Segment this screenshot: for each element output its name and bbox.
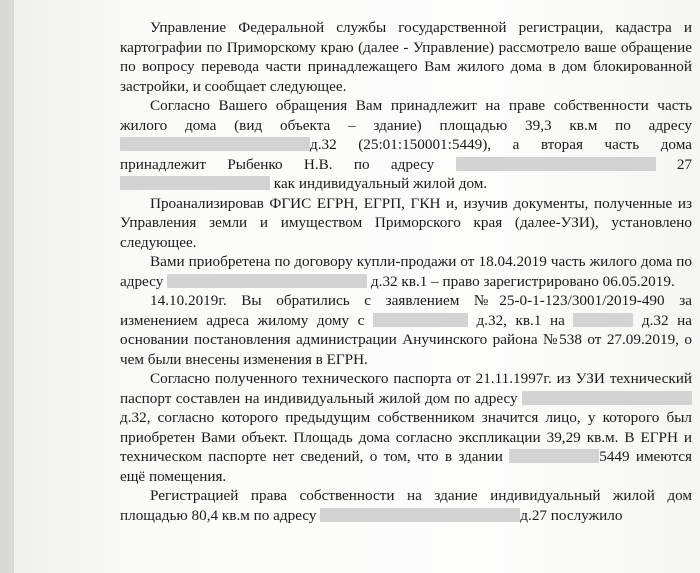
paragraph-text: 14.10.2019г. Вы обратились с заявлением №25-0-1-123/3001/2019-490 за изменением адреса жилому дому с bbox=[120, 292, 692, 329]
paragraph-tech-passport bbox=[120, 369, 692, 486]
redacted-address bbox=[120, 137, 310, 151]
paragraph-text: Проанализировав ФГИС ЕГРН, ЕГРП, ГКН и, изучив документы, полученные из Управления земли и имуществом Приморского края (далее-УЗИ), установлено следующее. bbox=[120, 194, 692, 251]
paragraph-registration bbox=[120, 486, 692, 525]
paragraph-text: д.32 на основании постановления администрации Анучинского района №538 от 27.09.2019, о чем были внесены изменения в ЕГРН. bbox=[120, 311, 692, 368]
paragraph-text: Вами приобретена по договору купли-продажи от 18.04.2019 часть жилого дома по адресу bbox=[120, 253, 692, 290]
redacted-address bbox=[167, 274, 367, 288]
paragraph-text: д.32, кв.1 на bbox=[476, 311, 565, 329]
paragraph-text: Согласно полученного технического паспорта от 21.11.1997г. из УЗИ технический паспорт составлен на индивидуальный жилой дом по адресу bbox=[120, 370, 692, 407]
redacted-address bbox=[120, 176, 270, 190]
document-page bbox=[14, 0, 700, 573]
paragraph-text: 5449 имеются ещё помещения. bbox=[120, 448, 692, 485]
paragraph-text: Регистрацией права собственности на здание индивидуальный жилой дом площадью 80,4 кв.м по адресу bbox=[120, 487, 692, 524]
paragraph-text: Согласно Вашего обращения Вам принадлежит на праве собственности часть жилого дома (вид объекта – здание) площадью 39,3 кв.м по адресу bbox=[120, 97, 692, 134]
paragraph-text: Управление Федеральной службы государственной регистрации, кадастра и картографии по Приморскому краю (далее - Управление) рассмотрело ваше обращение по вопросу перевода части принадлежащего Вам жилого дома в дом блокированной застройки, и сообщает следующее. bbox=[120, 19, 692, 95]
redacted-address bbox=[573, 313, 633, 327]
paragraph-text: 27 bbox=[676, 155, 693, 173]
paragraph-intro bbox=[120, 18, 692, 96]
redacted-address bbox=[456, 157, 656, 171]
redacted-address bbox=[373, 313, 468, 327]
paragraph-text: д.27 послужило bbox=[520, 506, 623, 524]
paragraph-text: д.32, согласно которого предыдущим собственником значится лицо, у которого был приобретен Вами объект. Площадь дома согласно экспликации 39,29 кв.м. В ЕГРН и техническом паспорте нет сведений, о том, что в здании bbox=[120, 409, 692, 465]
paragraph-analysis bbox=[120, 194, 692, 253]
redacted-address bbox=[522, 391, 692, 405]
document-body bbox=[120, 18, 692, 525]
paragraph-address-change bbox=[120, 291, 692, 369]
paragraph-text: д.32 (25:01:150001:5449), а вторая часть дома принадлежит Рыбенко Н.В. по адресу bbox=[120, 136, 692, 173]
redacted-address bbox=[320, 508, 520, 522]
paragraph-ownership bbox=[120, 96, 692, 194]
paragraph-text: д.32 кв.1 – право зарегистрировано 06.05.2019. bbox=[370, 272, 675, 290]
redacted-cadastral-number bbox=[509, 449, 599, 463]
paragraph-purchase bbox=[120, 252, 692, 291]
paragraph-text: как индивидуальный жилой дом. bbox=[273, 175, 488, 192]
